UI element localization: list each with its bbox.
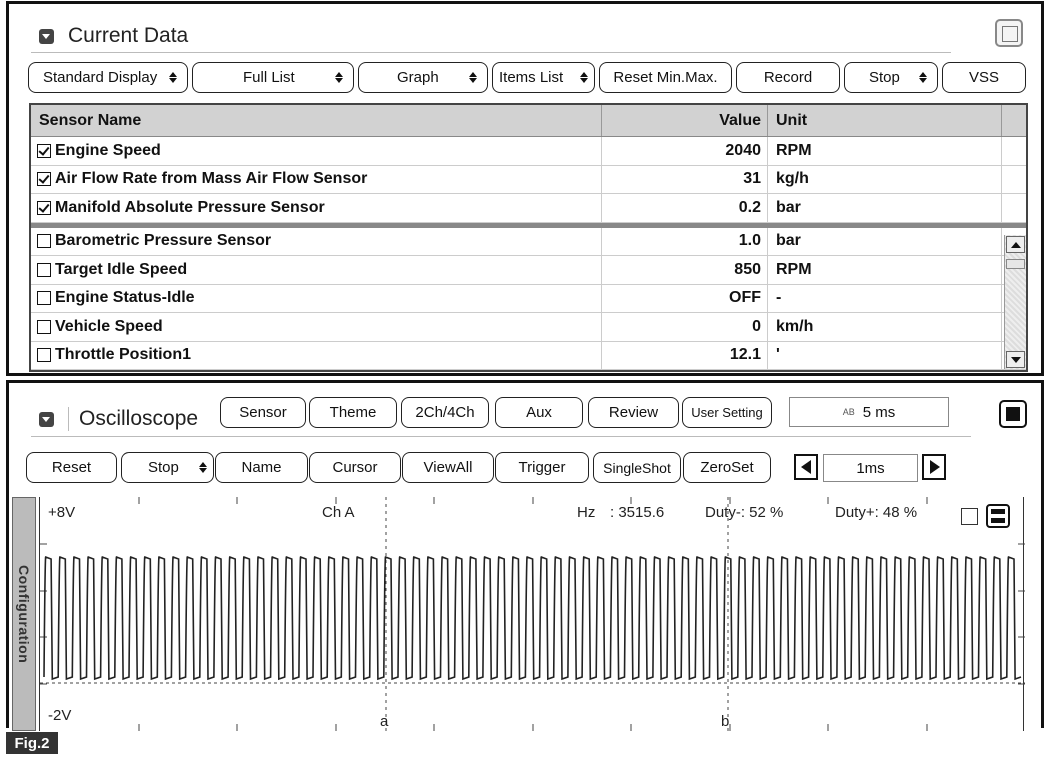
sensor-name: Engine Speed xyxy=(55,141,161,159)
stop-square-icon[interactable] xyxy=(999,400,1027,428)
row-checkbox[interactable] xyxy=(37,320,51,334)
trigger-button[interactable]: Trigger xyxy=(495,452,589,483)
sensor-unit: RPM xyxy=(768,256,1002,284)
table-row[interactable] xyxy=(31,342,1026,371)
row-checkbox[interactable] xyxy=(37,348,51,362)
row-checkbox[interactable] xyxy=(37,263,51,277)
table-row[interactable] xyxy=(31,228,1026,257)
hz-value: : 3515.6 xyxy=(610,504,665,521)
cursor-button[interactable]: Cursor xyxy=(309,452,401,483)
scroll-up-icon[interactable] xyxy=(1006,236,1025,253)
scrollbar[interactable] xyxy=(1004,235,1026,369)
sensor-name: Engine Status-Idle xyxy=(55,289,195,307)
items-list-select[interactable] xyxy=(492,62,595,93)
sensor-unit: km/h xyxy=(768,313,1002,341)
sensor-name-cell xyxy=(31,342,602,370)
column-sensor-name[interactable]: Sensor Name xyxy=(31,105,602,136)
sensor-unit: RPM xyxy=(768,137,1002,165)
cursor-b-label: b xyxy=(721,713,730,730)
stop-label: Stop xyxy=(869,69,900,86)
time-per-div-value: 5 ms xyxy=(862,403,896,421)
items-list-label: Items List xyxy=(499,69,564,86)
updown-icon xyxy=(469,72,477,83)
record-button[interactable]: Record xyxy=(736,62,840,93)
maximize-icon[interactable] xyxy=(995,19,1023,47)
header-divider xyxy=(31,436,971,437)
sensor-name-cell xyxy=(31,228,602,256)
selected-rows xyxy=(31,137,1026,223)
collapse-icon[interactable] xyxy=(39,412,54,427)
sensor-unit: bar xyxy=(768,194,1002,222)
step-value[interactable]: 1ms xyxy=(823,454,918,482)
updown-icon xyxy=(169,72,177,83)
sensor-value: 850 xyxy=(602,256,768,284)
cursor-a-label: a xyxy=(380,713,389,730)
figure-label: Fig.2 xyxy=(6,732,58,754)
sensor-value: 0.2 xyxy=(602,194,768,222)
waveform-canvas xyxy=(40,497,1025,731)
row-checkbox[interactable] xyxy=(37,172,51,186)
column-value[interactable]: Value xyxy=(602,105,768,136)
sensor-value: 31 xyxy=(602,166,768,194)
current-data-panel xyxy=(6,1,1044,376)
vss-button[interactable]: VSS xyxy=(942,62,1026,93)
sensor-name: Vehicle Speed xyxy=(55,317,163,335)
aux-button[interactable]: Aux xyxy=(495,397,583,428)
sensor-name-cell xyxy=(31,256,602,284)
voltage-max-label: +8V xyxy=(48,504,76,521)
table-row[interactable] xyxy=(31,194,1026,223)
duty-minus-value: Duty-: 52 % xyxy=(705,504,784,521)
name-button[interactable]: Name xyxy=(215,452,308,483)
waveform-display[interactable] xyxy=(39,497,1024,731)
channel-label: Ch A xyxy=(322,504,355,521)
graph-select[interactable] xyxy=(358,62,488,93)
current-data-title: Current Data xyxy=(68,24,189,47)
standard-display-label: Standard Display xyxy=(43,69,158,86)
scroll-thumb[interactable] xyxy=(1006,259,1025,269)
sensor-name: Target Idle Speed xyxy=(55,260,188,278)
full-list-label: Full List xyxy=(243,69,295,86)
title-divider xyxy=(68,407,69,431)
sensor-value: 2040 xyxy=(602,137,768,165)
view-all-button[interactable]: ViewAll xyxy=(402,452,494,483)
reset-minmax-button[interactable]: Reset Min.Max. xyxy=(599,62,732,93)
row-checkbox[interactable] xyxy=(37,144,51,158)
hz-label: Hz xyxy=(577,504,596,521)
sensor-unit: ' xyxy=(768,342,1002,370)
single-shot-button[interactable]: SingleShot xyxy=(593,452,681,483)
step-left-icon[interactable] xyxy=(794,454,818,480)
sensor-unit: - xyxy=(768,285,1002,313)
row-checkbox[interactable] xyxy=(37,291,51,305)
stop-select[interactable] xyxy=(844,62,938,93)
duty-plus-value: Duty+: 48 % xyxy=(835,504,918,521)
sensor-name-cell xyxy=(31,194,602,222)
row-checkbox[interactable] xyxy=(37,201,51,215)
collapse-icon[interactable] xyxy=(39,29,54,44)
sensor-name: Barometric Pressure Sensor xyxy=(55,232,272,250)
oscilloscope-title: Oscilloscope xyxy=(79,407,199,430)
updown-icon xyxy=(580,72,588,83)
table-row[interactable] xyxy=(31,137,1026,166)
current-data-header xyxy=(39,22,188,50)
sensor-name-cell xyxy=(31,285,602,313)
updown-icon xyxy=(335,72,343,83)
voltage-min-label: -2V xyxy=(48,707,72,724)
reset-button[interactable]: Reset xyxy=(26,452,117,483)
sensor-value: OFF xyxy=(602,285,768,313)
configuration-tab[interactable] xyxy=(12,497,36,731)
sensor-button[interactable]: Sensor xyxy=(220,397,306,428)
column-unit[interactable]: Unit xyxy=(768,105,1002,136)
sensor-unit: kg/h xyxy=(768,166,1002,194)
channel-a-waveform xyxy=(44,557,1021,679)
oscilloscope-panel xyxy=(6,380,1044,728)
scope-stop-select[interactable] xyxy=(121,452,214,483)
ab-icon: AB xyxy=(842,407,855,417)
sensor-name: Manifold Absolute Pressure Sensor xyxy=(55,198,325,216)
time-per-div-display[interactable] xyxy=(789,397,949,427)
standard-display-select[interactable] xyxy=(28,62,188,93)
sensor-name: Air Flow Rate from Mass Air Flow Sensor xyxy=(55,170,368,188)
theme-button[interactable]: Theme xyxy=(309,397,397,428)
sensor-name-cell xyxy=(31,137,602,165)
row-checkbox[interactable] xyxy=(37,234,51,248)
scope-stop-label: Stop xyxy=(148,459,179,476)
user-setting-button[interactable]: User Setting xyxy=(682,397,772,428)
table-row[interactable] xyxy=(31,313,1026,342)
sensor-value: 1.0 xyxy=(602,228,768,256)
sensor-name: Throttle Position1 xyxy=(55,346,191,364)
sensor-rows xyxy=(31,228,1026,371)
table-row[interactable] xyxy=(31,256,1026,285)
updown-icon xyxy=(199,462,207,473)
review-button[interactable]: Review xyxy=(588,397,679,428)
sensor-value: 0 xyxy=(602,313,768,341)
configuration-label: Configuration xyxy=(16,564,32,664)
sensor-value: 12.1 xyxy=(602,342,768,370)
sensor-name-cell xyxy=(31,313,602,341)
oscilloscope-header xyxy=(39,405,198,433)
zero-set-button[interactable]: ZeroSet xyxy=(683,452,771,483)
full-list-select[interactable] xyxy=(192,62,354,93)
split-view-icon[interactable] xyxy=(986,504,1010,528)
sensor-unit: bar xyxy=(768,228,1002,256)
channel-checkbox[interactable] xyxy=(961,508,978,525)
sensor-table xyxy=(29,103,1028,372)
header-divider xyxy=(31,52,951,53)
graph-label: Graph xyxy=(397,69,439,86)
channels-button[interactable]: 2Ch/4Ch xyxy=(401,397,489,428)
table-row[interactable] xyxy=(31,285,1026,314)
sensor-name-cell xyxy=(31,166,602,194)
table-header xyxy=(31,105,1026,137)
step-right-icon[interactable] xyxy=(922,454,946,480)
updown-icon xyxy=(919,72,927,83)
table-row[interactable] xyxy=(31,166,1026,195)
scroll-down-icon[interactable] xyxy=(1006,351,1025,368)
